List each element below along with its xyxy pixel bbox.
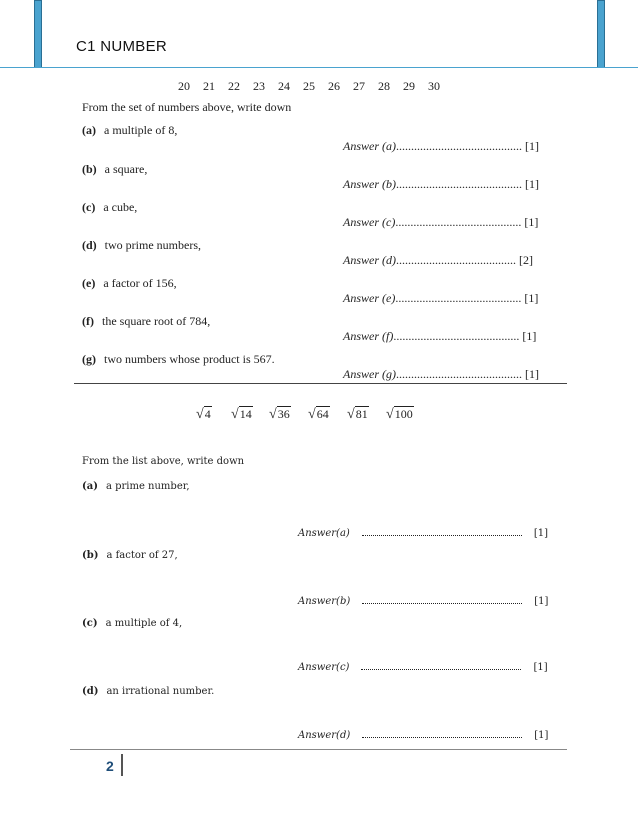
answer-label: Answer (e)	[343, 291, 396, 305]
marks: [1]	[534, 730, 549, 741]
question-label: (a)	[82, 123, 96, 137]
answer-dash-line	[361, 661, 521, 670]
question-text: a multiple of 4,	[105, 618, 183, 629]
answer-label: Answer (g)	[343, 367, 396, 381]
answer-dots: ..........................................	[396, 367, 522, 381]
s2-answer-line-b[interactable]	[298, 595, 548, 607]
number-item: 28	[378, 79, 390, 93]
answer-line-e[interactable]	[343, 291, 538, 306]
header-left-bar	[34, 0, 42, 68]
question-text: a prime number,	[105, 481, 190, 492]
number-item: 24	[278, 79, 290, 93]
marks: [2]	[519, 253, 533, 267]
sqrt-value: 64	[316, 407, 329, 421]
answer-dots: ..........................................	[393, 329, 520, 343]
answer-label: Answer(b)	[298, 596, 351, 607]
question-label: (c)	[82, 200, 96, 214]
question-a	[82, 123, 177, 138]
number-item: 21	[203, 79, 215, 93]
marks: [1]	[524, 215, 539, 229]
page-number: 2	[106, 758, 114, 774]
question-text: an irrational number.	[106, 686, 215, 697]
answer-label: Answer (a)	[343, 139, 396, 153]
question-text: the square root of 784,	[102, 314, 211, 328]
sqrt-item: √64	[308, 407, 329, 422]
answer-label: Answer (c)	[343, 215, 396, 229]
answer-line-a[interactable]	[343, 139, 539, 154]
question-f	[82, 314, 210, 329]
question-label: (e)	[82, 276, 96, 290]
answer-label: Answer(a)	[298, 528, 350, 539]
question-text: a factor of 156,	[103, 276, 177, 290]
sqrt-value: 14	[239, 407, 252, 421]
question-c	[82, 200, 137, 215]
question-text: a multiple of 8,	[104, 123, 178, 137]
question-b	[82, 162, 147, 177]
answer-dash-line	[362, 729, 522, 738]
answer-dots: ..........................................	[395, 215, 522, 229]
number-item: 25	[303, 79, 315, 93]
question-text: two prime numbers,	[104, 238, 201, 252]
number-item: 22	[228, 79, 240, 93]
marks: [1]	[522, 329, 537, 343]
answer-line-c[interactable]	[343, 215, 538, 230]
answer-dash-line	[362, 527, 522, 536]
sqrt-item: √36	[269, 407, 290, 422]
answer-label: Answer (b)	[343, 177, 396, 191]
answer-dots: ..........................................	[396, 177, 522, 191]
question-label: (d)	[82, 238, 97, 252]
s2-answer-line-d[interactable]	[298, 729, 548, 741]
question-label: (g)	[82, 352, 96, 366]
answer-dots: ..........................................	[396, 139, 522, 153]
sqrt-item: √100	[386, 407, 413, 422]
number-item: 23	[253, 79, 265, 93]
question-label: (b)	[82, 550, 99, 561]
question-label: (f)	[82, 314, 94, 328]
number-item: 20	[178, 79, 190, 93]
s2-question-a	[82, 481, 190, 492]
marks: [1]	[533, 528, 548, 539]
sqrt-item: √4	[196, 407, 211, 422]
answer-line-d[interactable]	[343, 253, 533, 268]
sqrt-item: √14	[231, 407, 252, 422]
section2-intro: From the list above, write down	[82, 456, 245, 467]
marks: [1]	[525, 139, 539, 153]
sqrt-item: √81	[347, 407, 368, 422]
question-text: a cube,	[103, 200, 138, 214]
number-item: 27	[353, 79, 365, 93]
question-e	[82, 276, 177, 291]
answer-dots: ........................................	[396, 253, 516, 267]
sqrt-value: 4	[204, 407, 211, 421]
number-item: 26	[328, 79, 340, 93]
number-item: 29	[403, 79, 415, 93]
marks: [1]	[524, 291, 539, 305]
number-item: 30	[428, 79, 440, 93]
question-text: a factor of 27,	[106, 550, 178, 561]
section1-intro: From the set of numbers above, write down	[82, 100, 292, 114]
marks: [1]	[534, 596, 549, 607]
answer-dots: ..........................................	[395, 291, 522, 305]
marks: [1]	[525, 177, 539, 191]
answer-label: Answer (d)	[343, 253, 396, 267]
section-divider	[74, 383, 567, 384]
answer-label: Answer(c)	[298, 662, 350, 673]
answer-line-f[interactable]	[343, 329, 536, 344]
page-header-title: C1 NUMBER	[76, 38, 168, 55]
question-d	[82, 238, 201, 253]
answer-label: Answer (f)	[343, 329, 394, 343]
question-label: (c)	[82, 618, 98, 629]
sqrt-value: 36	[277, 407, 290, 421]
question-text: two numbers whose product is 567.	[104, 352, 275, 366]
page-number-divider	[121, 754, 123, 776]
answer-label: Answer(d)	[298, 730, 351, 741]
s2-answer-line-a[interactable]	[298, 527, 548, 539]
marks: [1]	[525, 367, 539, 381]
question-g	[82, 352, 275, 367]
header-right-bar	[597, 0, 605, 68]
s2-question-d	[82, 686, 214, 697]
s2-question-c	[82, 618, 182, 629]
question-label: (d)	[82, 686, 99, 697]
sqrt-value: 81	[355, 407, 368, 421]
answer-line-b[interactable]	[343, 177, 539, 192]
s2-answer-line-c[interactable]	[298, 661, 548, 673]
header-rule	[0, 67, 638, 68]
answer-dash-line	[362, 595, 522, 604]
question-label: (a)	[82, 481, 98, 492]
s2-question-b	[82, 550, 178, 561]
sqrt-value: 100	[394, 407, 413, 421]
question-label: (b)	[82, 162, 97, 176]
marks: [1]	[533, 662, 548, 673]
question-text: a square,	[104, 162, 148, 176]
footer-rule	[70, 749, 567, 750]
answer-line-g[interactable]	[343, 367, 539, 382]
